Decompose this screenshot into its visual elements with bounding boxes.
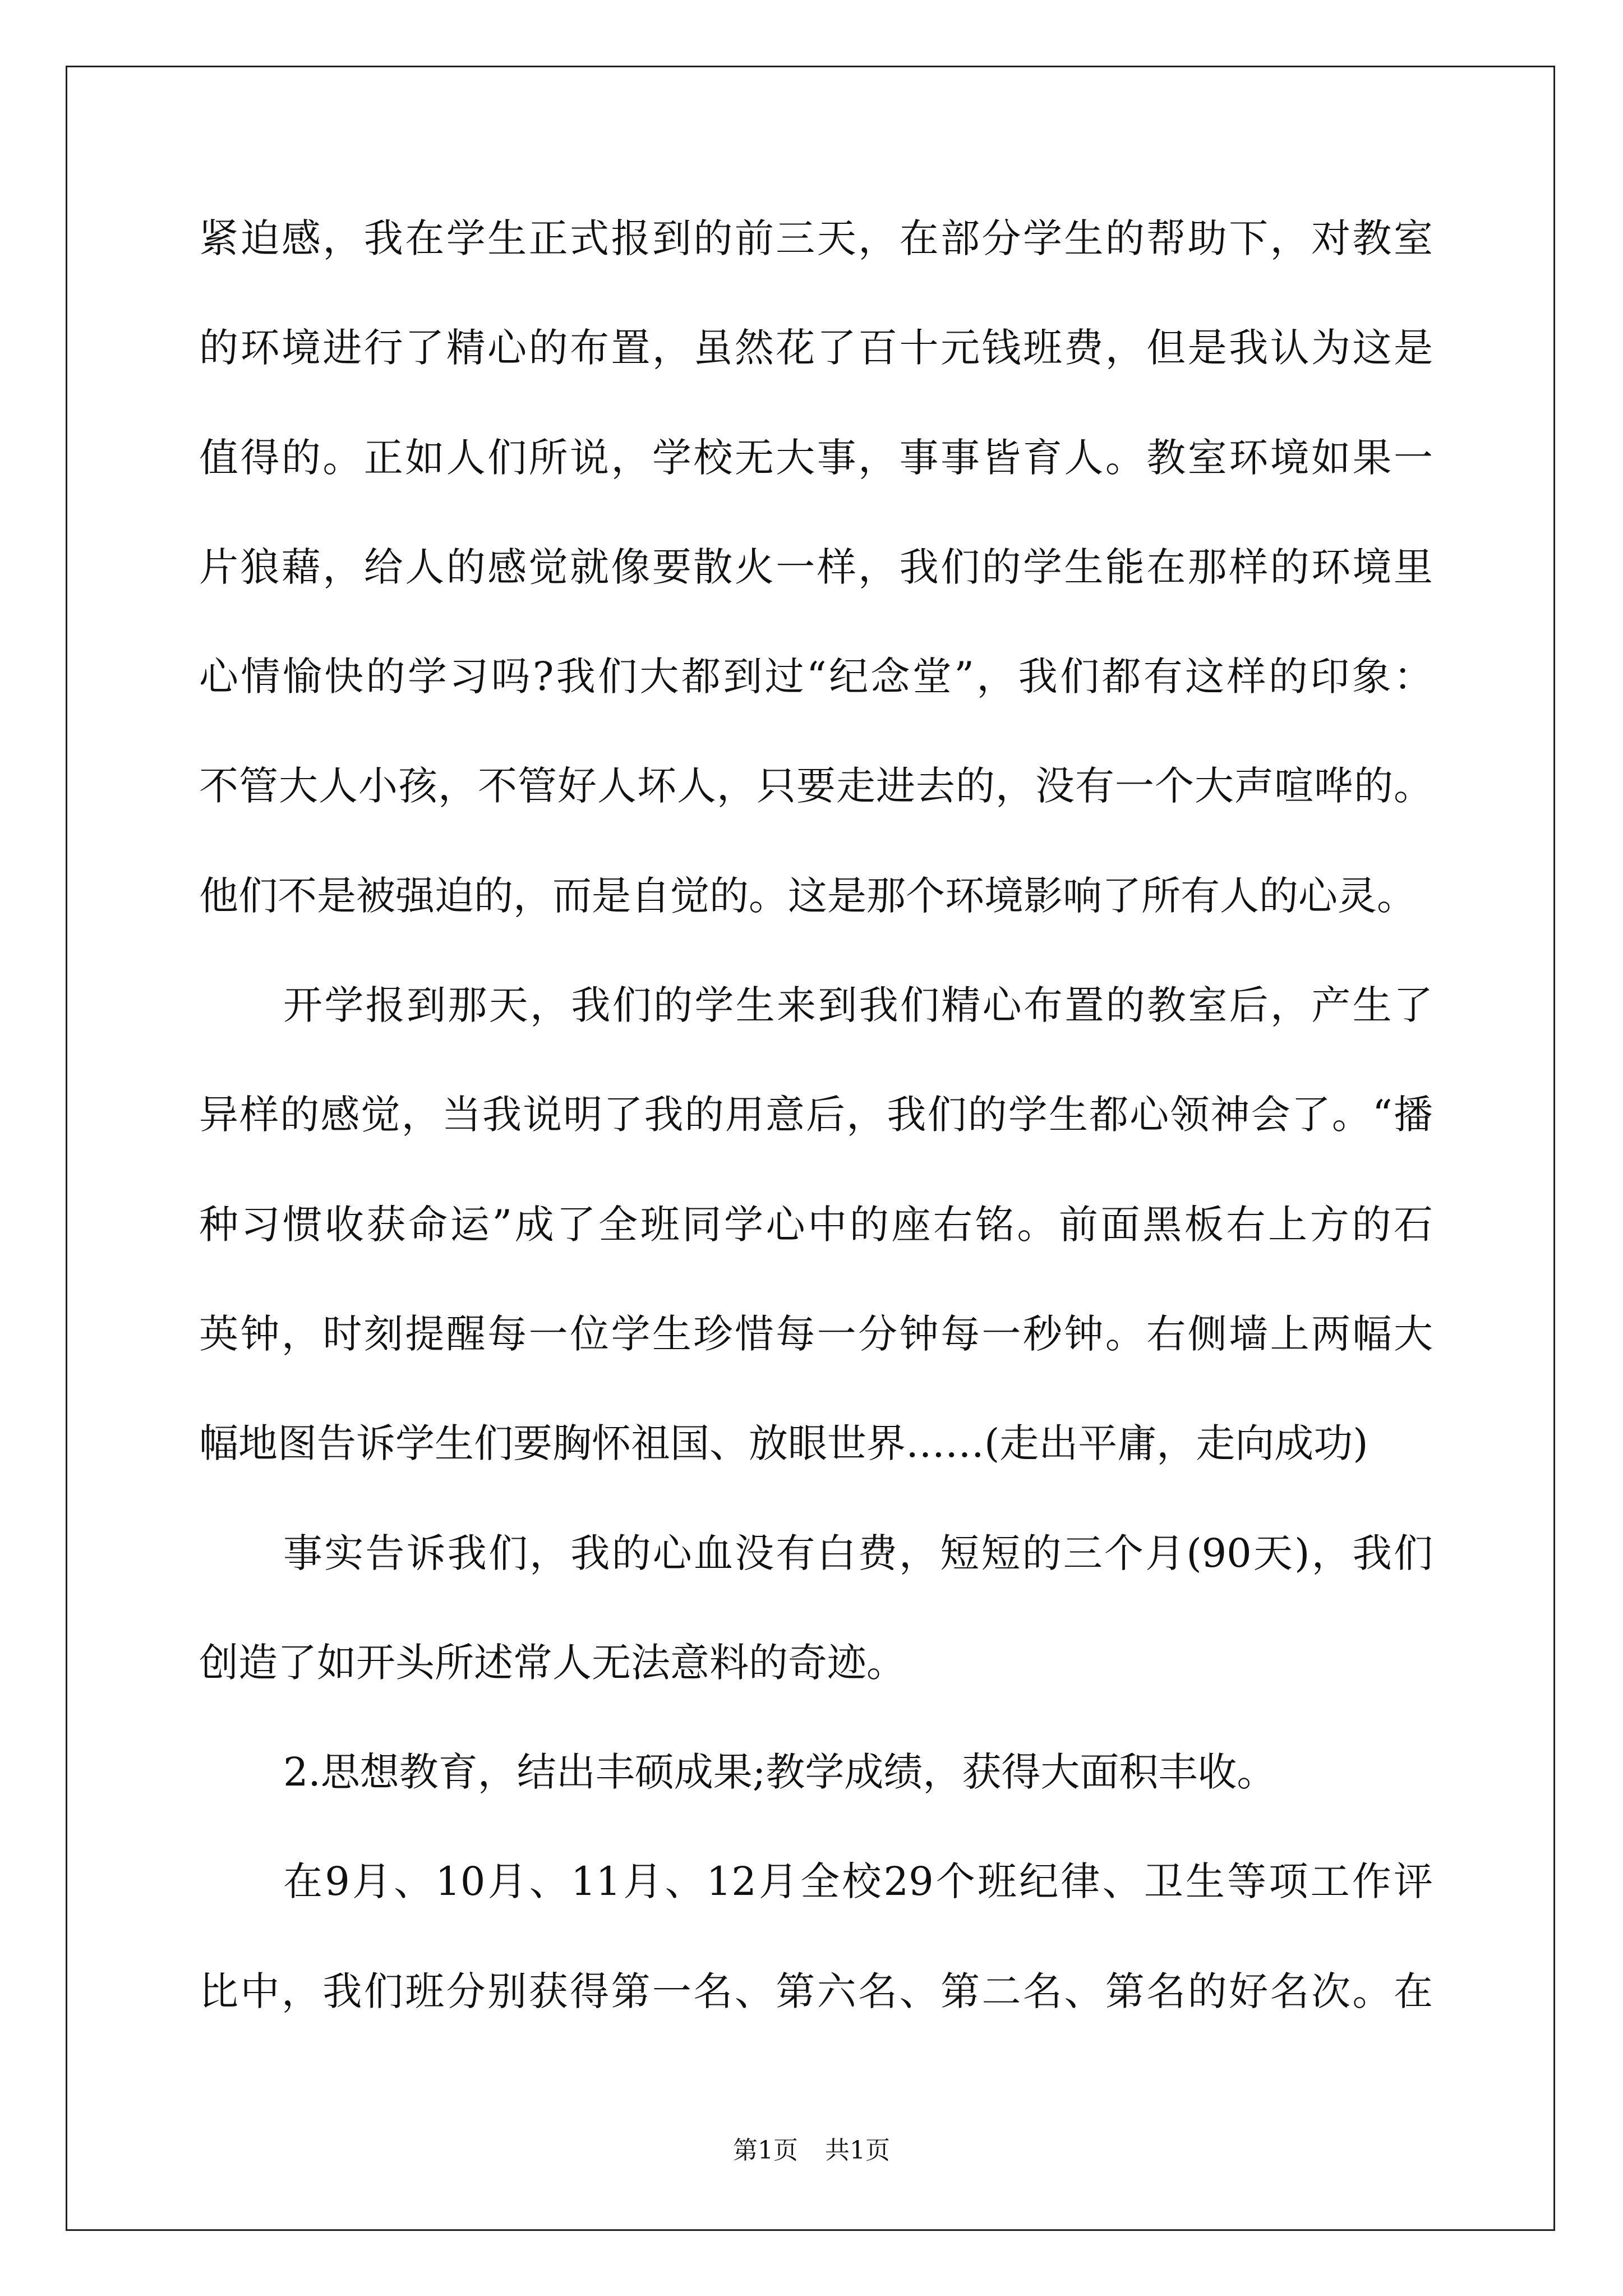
paragraph-start-line: 在9月、10月、11月、12月全校29个班纪律、卫生等项工作评: [283, 1858, 1433, 1905]
paragraph-start-line: 开学报到那天，我们的学生来到我们精心布置的教室后，产生了: [283, 982, 1433, 1029]
text-line: 创造了如开头所述常人无法意料的奇迹。: [199, 1639, 906, 1686]
text-line: 心情愉快的学习吗?我们大都到过“纪念堂”，我们都有这样的印象：: [199, 654, 1433, 700]
text-line: 比中，我们班分别获得第一名、第六名、第二名、第名的好名次。在: [199, 1968, 1433, 2014]
text-line: 紧迫感，我在学生正式报到的前三天，在部分学生的帮助下，对教室: [199, 215, 1433, 261]
page-footer: [0, 2138, 1623, 2163]
text-line: 异样的感觉，当我说明了我的用意后，我们的学生都心领神会了。“播: [199, 1092, 1433, 1138]
text-line: 的环境进行了精心的布置，虽然花了百十元钱班费，但是我认为这是: [199, 325, 1433, 371]
text-line: 片狼藉，给人的感觉就像要散火一样，我们的学生能在那样的环境里: [199, 544, 1433, 590]
paragraph-start-line: 事实告诉我们，我的心血没有白费，短短的三个月(90天)，我们: [283, 1530, 1433, 1576]
text-line: 他们不是被强迫的，而是自觉的。这是那个环境影响了所有人的心灵。: [199, 872, 1416, 919]
document-body: [199, 215, 1433, 2081]
text-line: 种习惯收获命运”成了全班同学心中的座右铭。前面黑板右上方的石: [199, 1201, 1433, 1248]
text-line: 不管大人小孩，不管好人坏人，只要走进去的，没有一个大声喧哗的。: [199, 763, 1433, 809]
section-heading-line: 2.思想教育，结出丰硕成果;教学成绩，获得大面积丰收。: [283, 1749, 1276, 1796]
text-line: 值得的。正如人们所说，学校无大事，事事皆育人。教室环境如果一: [199, 434, 1433, 481]
text-line: 英钟，时刻提醒每一位学生珍惜每一分钟每一秒钟。右侧墙上两幅大: [199, 1310, 1433, 1357]
text-line: 幅地图告诉学生们要胸怀祖国、放眼世界……(走出平庸，走向成功): [199, 1420, 1368, 1467]
page-number: 第1页: [733, 2136, 798, 2165]
page-total: 共1页: [825, 2136, 890, 2165]
